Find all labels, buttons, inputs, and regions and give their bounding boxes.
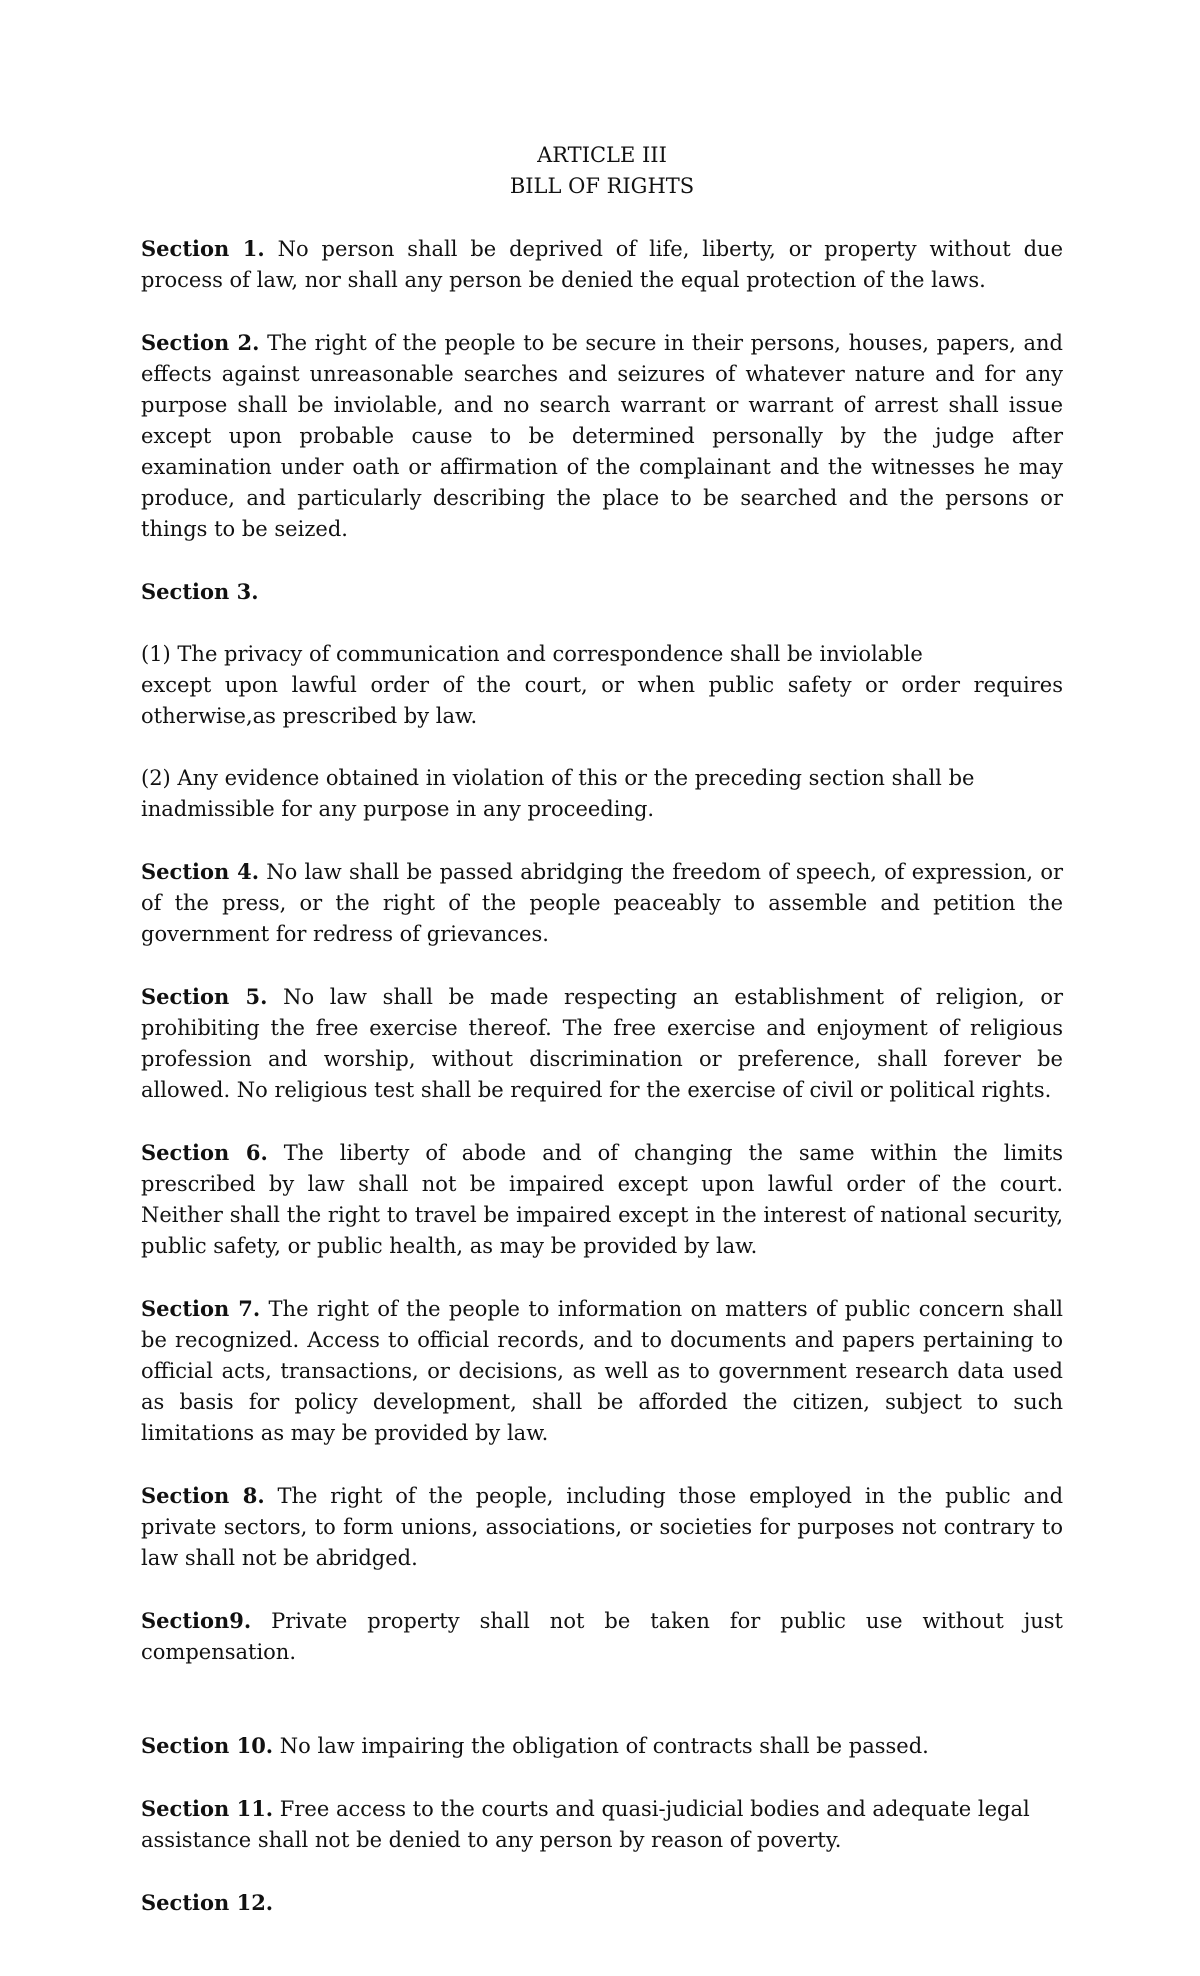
- clause-first-line: (1) The privacy of communication and correspondence shall be inviolable: [141, 642, 923, 666]
- section-label: Section9.: [141, 1608, 252, 1633]
- article-title: ARTICLE III: [537, 143, 667, 167]
- section-text: No law impairing the obligation of contracts shall be passed.: [273, 1734, 929, 1758]
- section-label: Section 11.: [141, 1796, 274, 1821]
- document-page: [141, 140, 1063, 1950]
- section-text: Free access to the courts and quasi-judicial bodies and adequate legal assistance shall not be denied to any person by reason of poverty.: [141, 1797, 1030, 1852]
- bill-of-rights-heading: BILL OF RIGHTS: [509, 174, 695, 198]
- section-12: [141, 1887, 1063, 1919]
- document-title-block: [141, 140, 1063, 202]
- section-8: [141, 1480, 1063, 1574]
- section-7: [141, 1293, 1063, 1449]
- section-3-clause-1: [141, 639, 1063, 732]
- section-text: The right of the people, including those employed in the public and private sectors, to form unions, associations, or societies for purposes not contrary to law shall not be abridged.: [141, 1484, 1064, 1570]
- section-6: [141, 1137, 1063, 1262]
- section-label: Section 10.: [141, 1733, 274, 1758]
- section-label: Section 12.: [141, 1890, 274, 1915]
- clause-rest: except upon lawful order of the court, or when public safety or order requires otherwise,as prescribed by law.: [141, 673, 1063, 728]
- section-label: Section 8.: [141, 1483, 265, 1508]
- section-label: Section 3.: [141, 579, 259, 604]
- section-label: Section 7.: [141, 1296, 261, 1321]
- section-text: The liberty of abode and of changing the same within the limits prescribed by law shall not be impaired except upon lawful order of the court. Neither shall the right to travel be impaired except in the interest of national security, public safety, or public health, as may be provided by law.: [141, 1141, 1064, 1258]
- section-text: No law shall be passed abridging the freedom of speech, of expression, or of the press, or the right of the people peaceably to assemble and petition the government for redress of grievances.: [141, 860, 1063, 946]
- section-9: [141, 1605, 1063, 1668]
- section-text: Private property shall not be taken for public use without just compensation.: [141, 1609, 1063, 1664]
- section-4: [141, 856, 1063, 950]
- section-label: Section 5.: [141, 984, 268, 1009]
- section-text: No person shall be deprived of life, liberty, or property without due process of law, nor shall any person be denied the equal protection of the laws.: [141, 237, 1064, 292]
- section-text: No law shall be made respecting an establishment of religion, or prohibiting the free exercise thereof. The free exercise and enjoyment of religious profession and worship, without discrimination or preference, shall forever be allowed. No religious test shall be required for the exercise of civil or political rights.: [141, 985, 1063, 1102]
- section-text: The right of the people to information on matters of public concern shall be recognized. Access to official records, and to documents and papers pertaining to official acts, transactions, or decisions, as well as to government research data used as basis for policy development, shall be afforded the citizen, subject to such limitations as may be provided by law.: [141, 1297, 1063, 1445]
- section-5: [141, 981, 1063, 1106]
- section-label: Section 2.: [141, 330, 260, 355]
- section-11: [141, 1793, 1063, 1856]
- section-3: [141, 576, 1063, 608]
- section-3-clause-2: [141, 763, 1063, 825]
- section-1: [141, 233, 1063, 296]
- section-label: Section 1.: [141, 236, 265, 261]
- section-text: The right of the people to be secure in their persons, houses, papers, and effects against unreasonable searches and seizures of whatever nature and for any purpose shall be inviolable, and no search warrant or warrant of arrest shall issue except upon probable cause to be determined personally by the judge after examination under oath or affirmation of the complainant and the witnesses he may produce, and particularly describing the place to be searched and the persons or things to be seized.: [141, 331, 1064, 541]
- section-2: [141, 327, 1063, 545]
- section-label: Section 6.: [141, 1140, 268, 1165]
- clause-first-line: (2) Any evidence obtained in violation of this or the preceding section shall be: [141, 766, 975, 790]
- section-label: Section 4.: [141, 859, 260, 884]
- clause-rest: inadmissible for any purpose in any proceeding.: [141, 797, 655, 821]
- section-10: [141, 1730, 1063, 1762]
